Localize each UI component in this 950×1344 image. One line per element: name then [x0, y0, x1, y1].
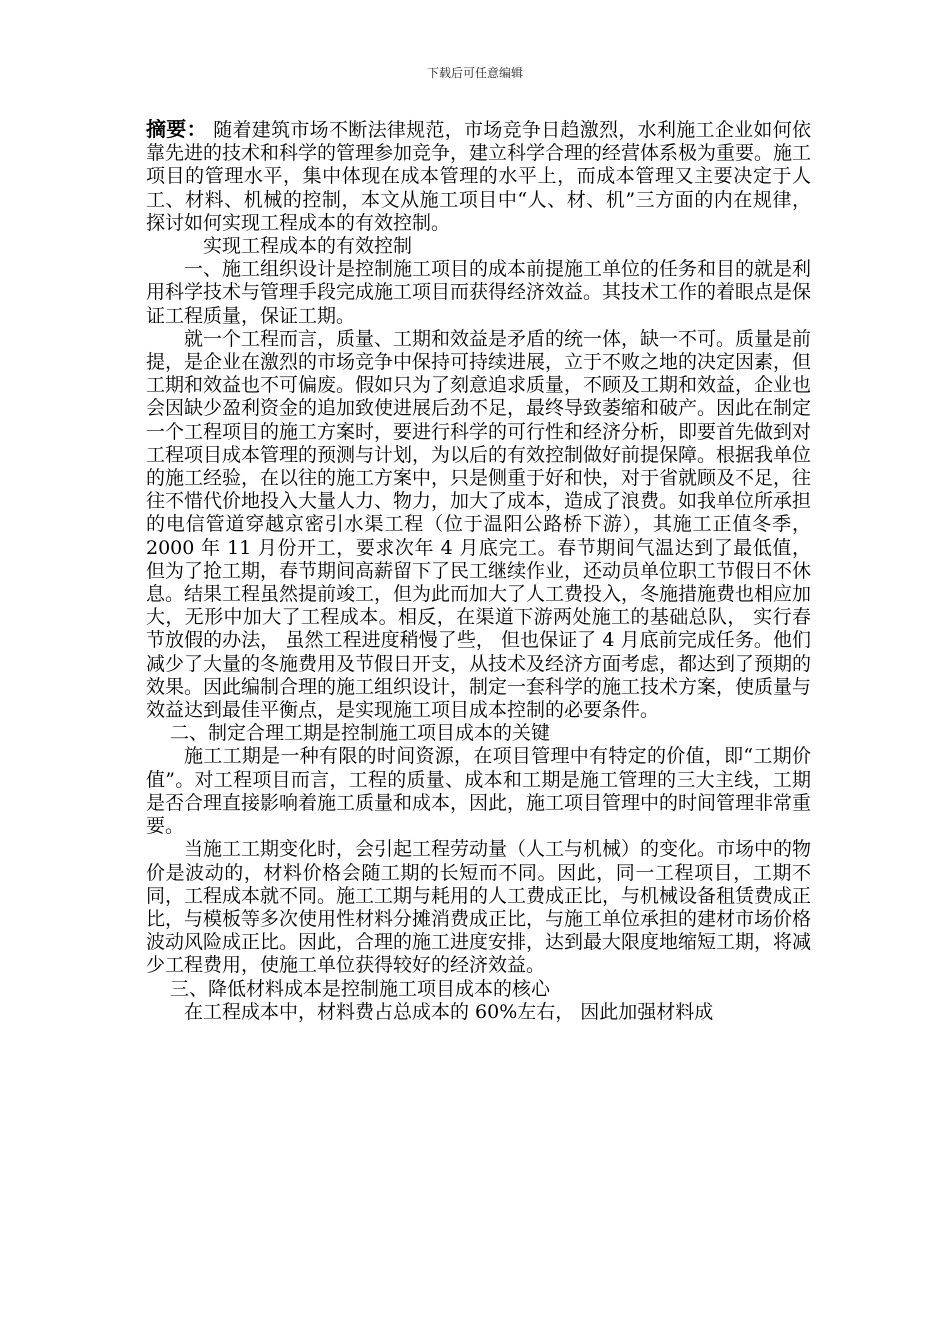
paragraph-5: 在工程成本中，材料费占总成本的 60%左右， 因此加强材料成: [184, 1000, 714, 1023]
paragraph-4: 当施工工期变化时，会引起工程劳动量（人工与机械）的变化。市场中的物价是波动的，材料价格会随工期的长短而不同。因此，同一工程项目，工期不同，工程成本就不同。施工工期与耗用的人工费成正比，与机械设备租赁费成正比，与模板等多次使用性材料分摊消费成正比，与施工单位承担的建材市场价格波动风险成正比。因此，合理的施工进度安排，达到最大限度地缩短工期，将减少工程费用，使施工单位获得较好的经济效益。: [146, 838, 812, 977]
paragraph-3: 施工工期是一种有限的时间资源，在项目管理中有特定的价值，即“工期价值”。对工程项目而言，工程的质量、成本和工期是施工管理的三大主线，工期是否合理直接影响着施工质量和成本，因此，施工项目管理中的时间管理非常重要。: [146, 745, 812, 838]
paragraph-1: 一、施工组织设计是控制施工项目的成本前提施工单位的任务和目的就是利用科学技术与管理手段完成施工项目而获得经济效益。其技术工作的着眼点是保证工程质量，保证工期。: [146, 258, 812, 327]
paragraph-2: 就一个工程而言，质量、工期和效益是矛盾的统一体，缺一不可。质量是前提，是企业在激烈的市场竞争中保持可持续进展，立于不败之地的决定因素，但工期和效益也不可偏废。假如只为了刻意追求质量，不顾及工期和效益，企业也会因缺少盈利资金的追加致使进展后劲不足，最终导致萎缩和破产。因此在制定一个工程项目的施工方案时，要进行科学的可行性和经济分析，即要首先做到对工程项目成本管理的预测与计划，为以后的有效控制做好前提保障。根据我单位的施工经验，在以往的施工方案中，只是侧重于好和快，对于省就顾及不足，往往不惜代价地投入大量人力、物力，加大了成本，造成了浪费。如我单位所承担的电信管道穿越京密引水渠工程（位于温阳公路桥下游），其施工正值冬季， 2000 年 11 月份开工，要求次年 4 月底完工。春节期间气温达到了最低值，但为了抢工期，春节期间高薪留下了民工继续作业，还动员单位职工节假日不休息。结果工程虽然提前竣工，但为此而加大了人工费投入，冬施措施费也相应加大，无形中加大了工程成本。相反，在渠道下游两处施工的基础总队， 实行春节放假的办法， 虽然工程进度稍慢了些， 但也保证了 4 月底前完成任务。他们减少了大量的冬施费用及节假日开支，从技术及经济方面考虑，都达到了预期的效果。因此编制合理的施工组织设计，制定一套科学的施工技术方案，使质量与效益达到最佳平衡点，是实现施工项目成本控制的必要条件。: [146, 327, 812, 722]
abstract-text: 随着建筑市场不断法律规范，市场竞争日趋激烈，水利施工企业如何依靠先进的技术和科学的管理参加竞争，建立科学合理的经营体系极为重要。施工项目的管理水平，集中体现在成本管理的水平上，而成本管理又主要决定于人工、材料、机械的控制，本文从施工项目中“人、材、机”三方面的内在规律，探讨如何实现工程成本的有效控制。: [146, 119, 812, 234]
document-body: [146, 118, 811, 1024]
abstract: [146, 118, 811, 235]
heading-2: 二、制定合理工期是控制施工项目成本的关键: [170, 722, 551, 745]
heading-3: 三、降低材料成本是控制施工项目成本的核心: [170, 977, 551, 1000]
page-header: 下载后可任意编辑: [426, 66, 523, 80]
abstract-label: 摘要：: [146, 117, 207, 141]
section-title: 实现工程成本的有效控制: [203, 235, 413, 258]
